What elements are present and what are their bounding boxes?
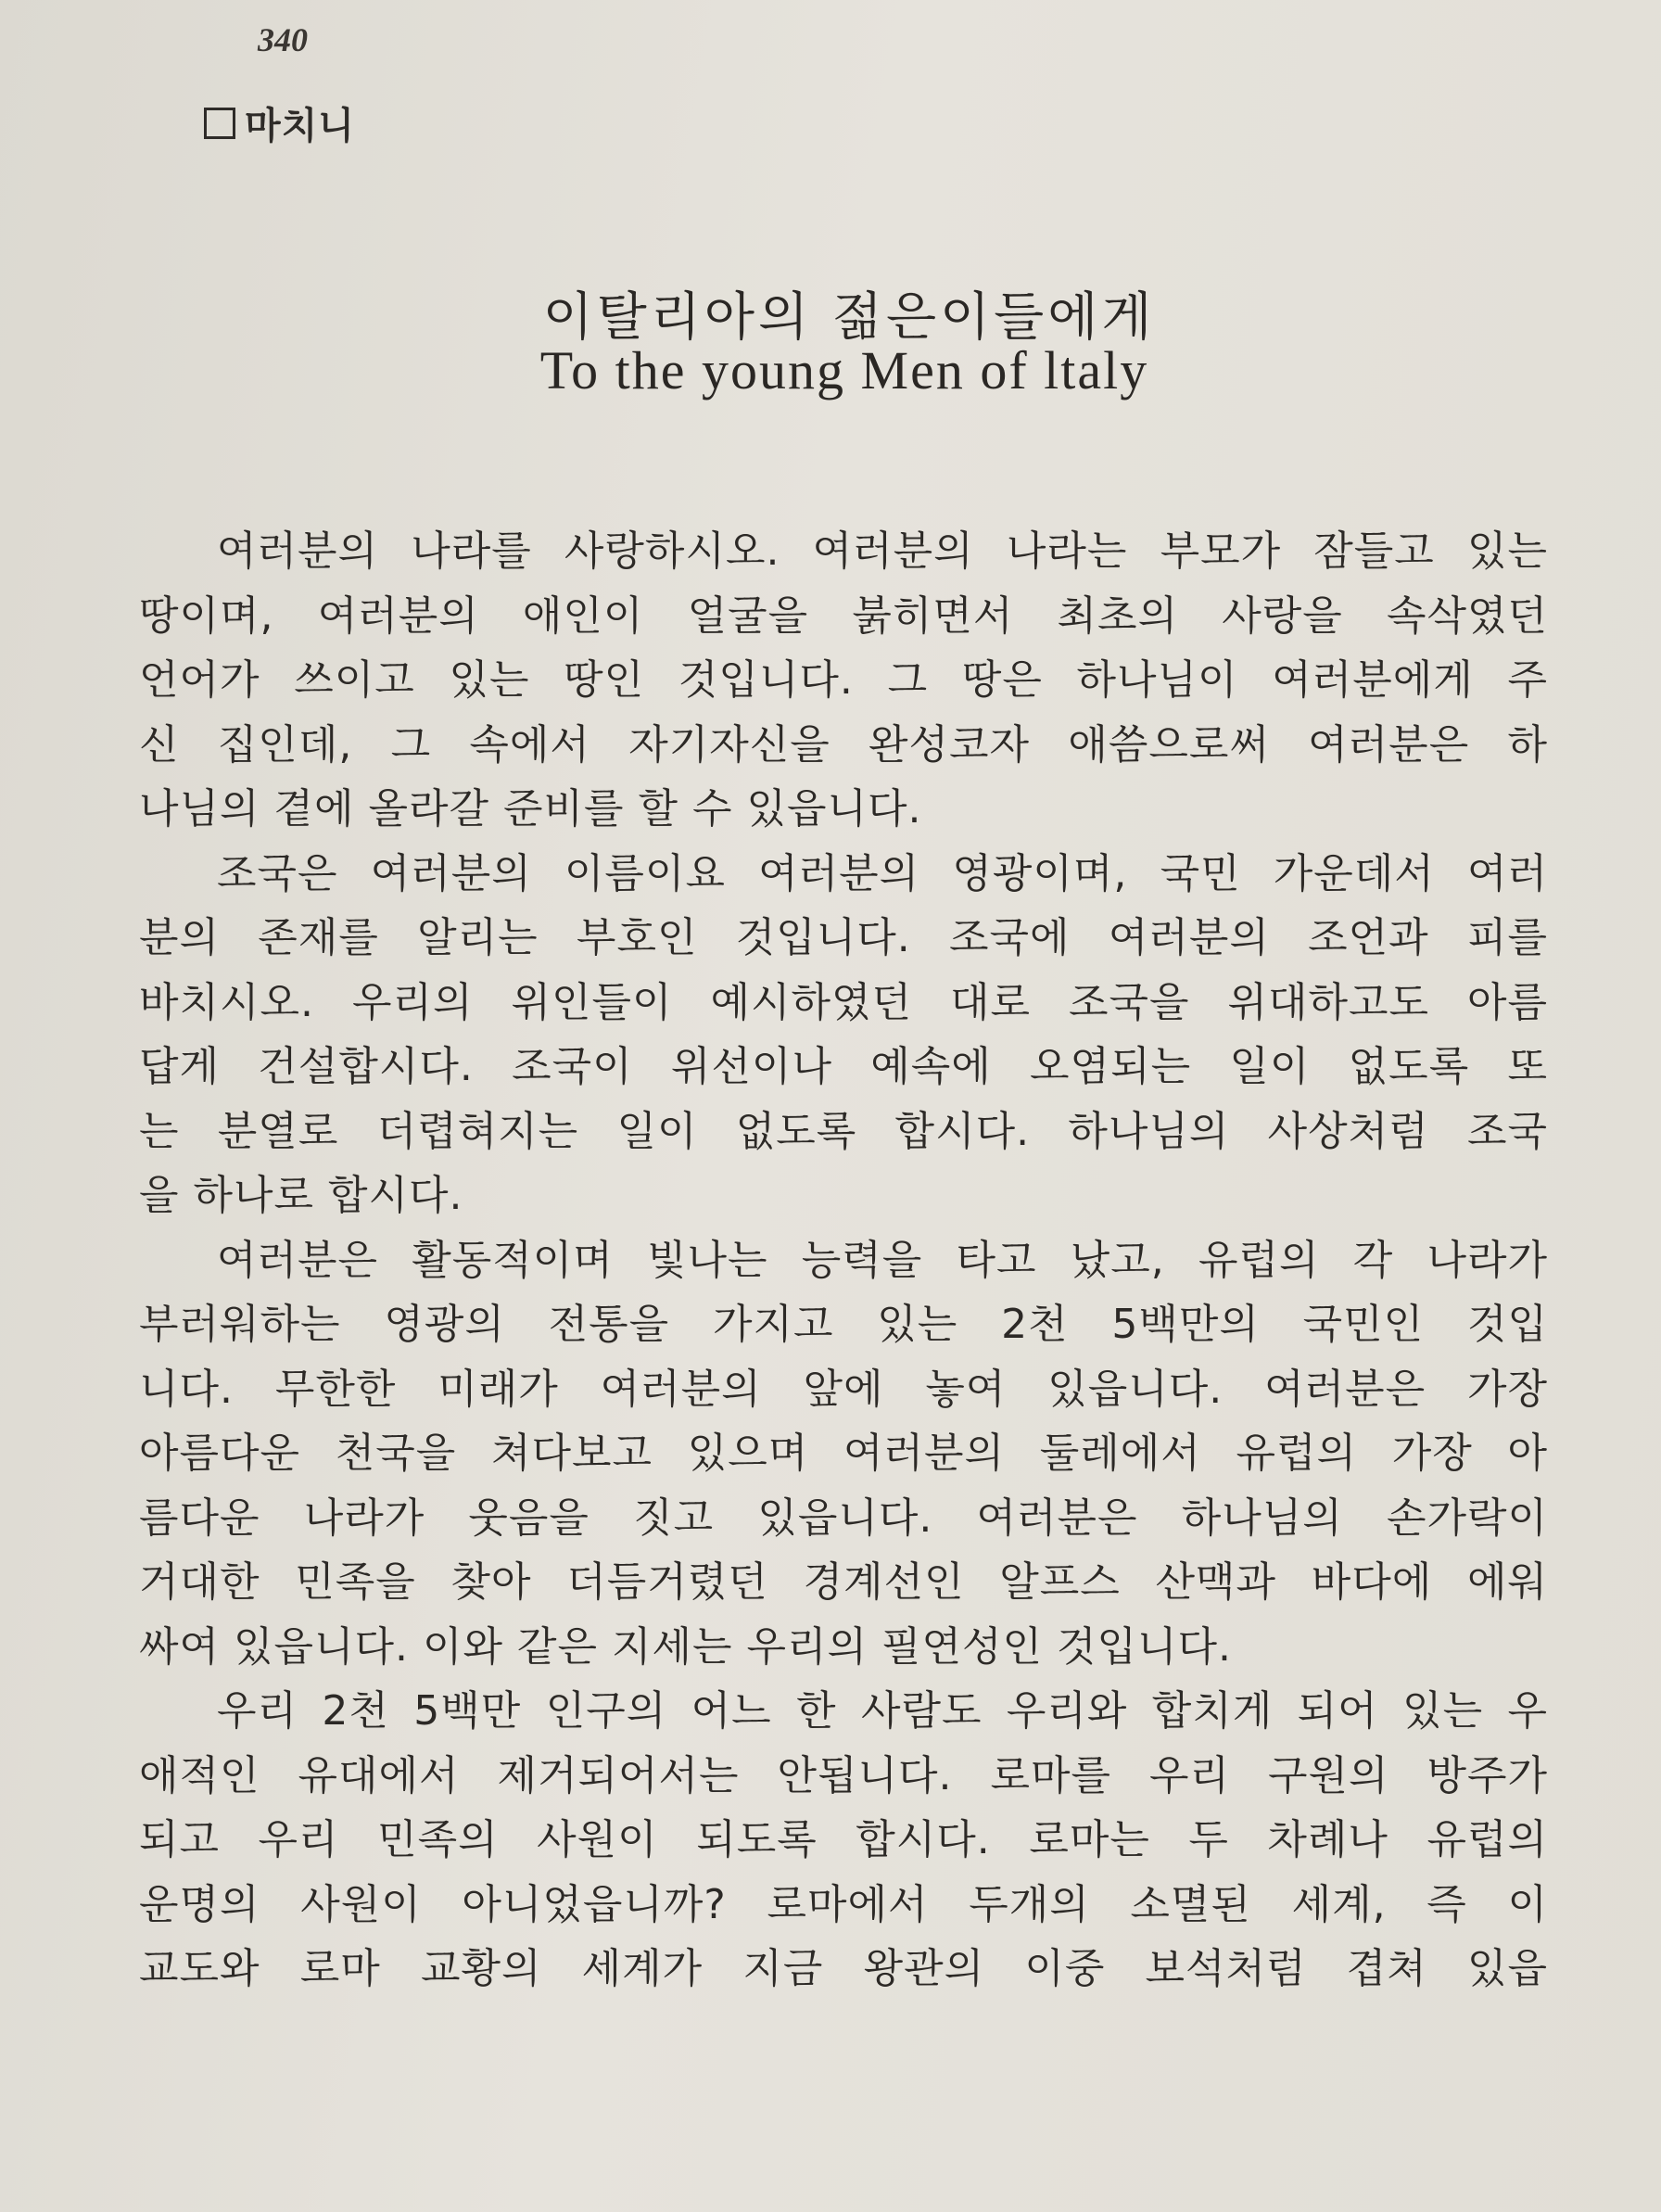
text-line: 부러워하는 영광의 전통을 가지고 있는 2천 5백만의 국민인 것입 <box>139 1301 1548 1348</box>
page-number: 340 <box>258 21 308 58</box>
text-line: 애적인 유대에서 제거되어서는 안됩니다. 로마를 우리 구원의 방주가 <box>139 1751 1548 1799</box>
title-english: To the young Men of ltaly <box>539 340 1149 400</box>
section-marker <box>204 96 355 149</box>
text-line: 되고 우리 민족의 사원이 되도록 합시다. 로마는 두 차례나 유럽의 <box>139 1816 1548 1863</box>
square-bullet-icon <box>204 108 235 139</box>
text-line: 을 하나로 합시다. <box>139 1172 463 1219</box>
text-line: 여러분은 활동적이며 빛나는 능력을 타고 났고, 유럽의 각 나라가 <box>217 1236 1548 1284</box>
text-line: 름다운 나라가 웃음을 짓고 있읍니다. 여러분은 하나님의 손가락이 <box>139 1494 1548 1542</box>
text-line: 아름다운 천국을 쳐다보고 있으며 여러분의 둘레에서 유럽의 가장 아 <box>139 1430 1548 1477</box>
text-line: 운명의 사원이 아니었읍니까? 로마에서 두개의 소멸된 세계, 즉 이 <box>139 1880 1548 1928</box>
text-line: 우리 2천 5백만 인구의 어느 한 사람도 우리와 합치게 되어 있는 우 <box>217 1687 1548 1735</box>
text-line: 교도와 로마 교황의 세계가 지금 왕관의 이중 보석처럼 겹쳐 있읍 <box>139 1945 1548 1992</box>
text-line: 는 분열로 더렵혀지는 일이 없도록 합시다. 하나님의 사상처럼 조국 <box>139 1107 1548 1155</box>
text-line: 싸여 있읍니다. 이와 같은 지세는 우리의 필연성인 것입니다. <box>139 1622 1232 1671</box>
text-line: 나님의 곁에 올라갈 준비를 할 수 있읍니다. <box>139 785 922 833</box>
body-text <box>139 519 1548 2002</box>
section-label: 마치니 <box>245 105 355 147</box>
text-line: 조국은 여러분의 이름이요 여러분의 영광이며, 국민 가운데서 여러 <box>217 849 1548 897</box>
text-line: 여러분의 나라를 사랑하시오. 여러분의 나라는 부모가 잠들고 있는 <box>217 528 1548 575</box>
text-line: 땅이며, 여러분의 애인이 얼굴을 붉히면서 최초의 사랑을 속삭였던 <box>139 591 1548 640</box>
text-line: 거대한 민족을 찾아 더듬거렸던 경계선인 알프스 산맥과 바다에 에워 <box>139 1558 1548 1606</box>
text-line: 답게 건설합시다. 조국이 위선이나 예속에 오염되는 일이 없도록 또 <box>139 1043 1548 1090</box>
text-line: 분의 존재를 알리는 부호인 것입니다. 조국에 여러분의 조언과 피를 <box>139 914 1548 961</box>
text-line: 언어가 쓰이고 있는 땅인 것입니다. 그 땅은 하나님이 여러분에게 주 <box>139 656 1549 704</box>
title-korean: 이탈리아의 젊은이들에게 <box>542 287 1156 348</box>
text-line: 바치시오. 우리의 위인들이 예시하였던 대로 조국을 위대하고도 아름 <box>139 978 1548 1026</box>
text-line: 신 집인데, 그 속에서 자기자신을 완성코자 애씀으로써 여러분은 하 <box>139 720 1548 769</box>
text-line: 니다. 무한한 미래가 여러분의 앞에 놓여 있읍니다. 여러분은 가장 <box>139 1365 1548 1413</box>
